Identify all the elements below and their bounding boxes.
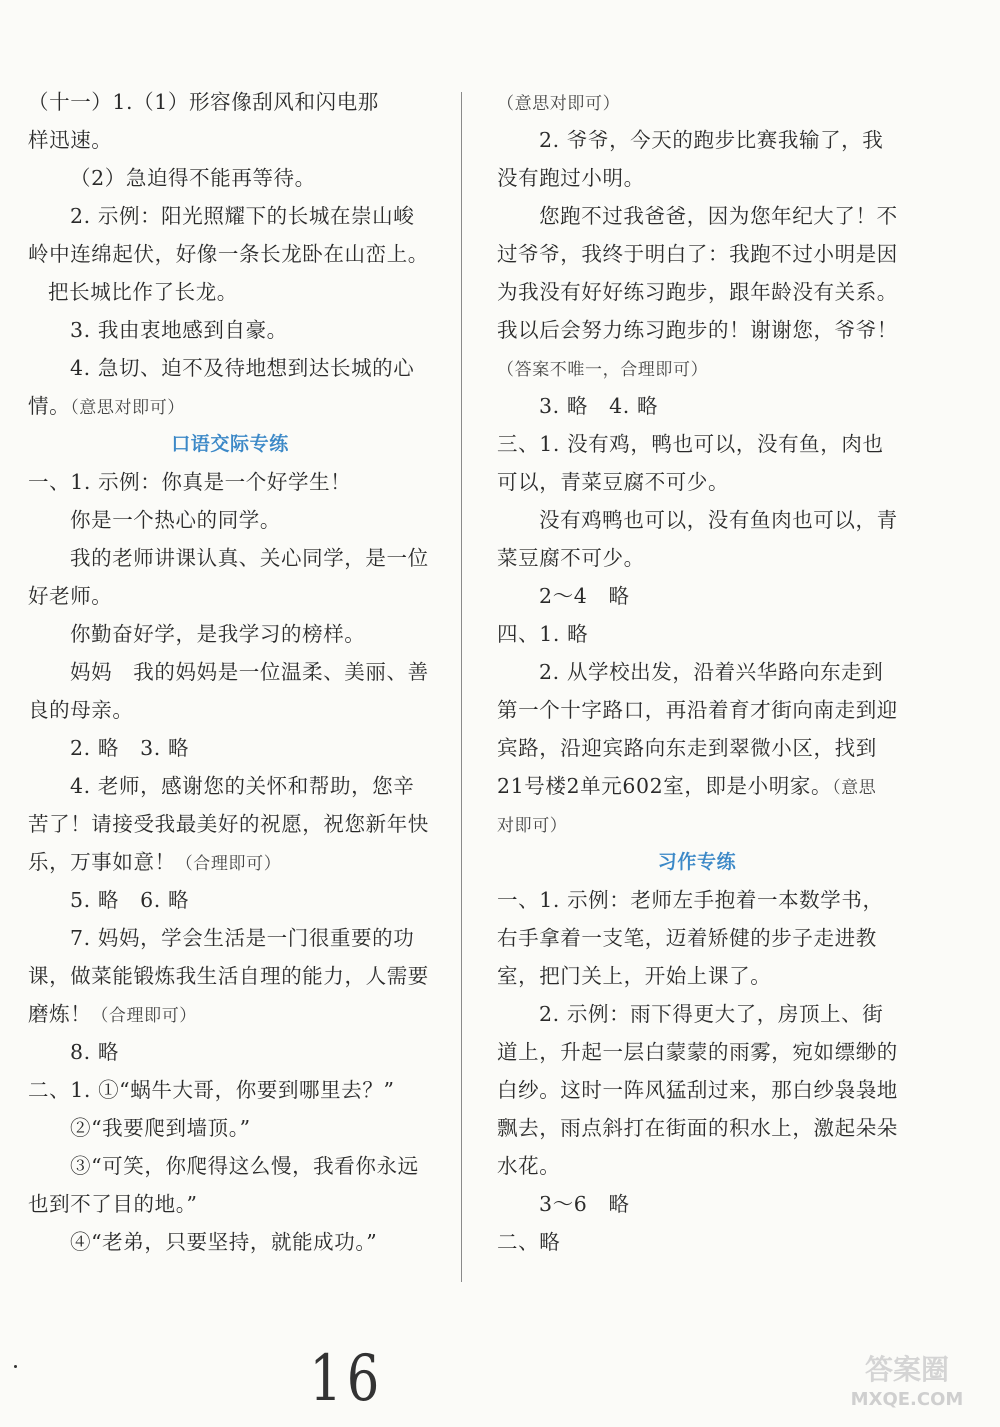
page-number: 16 (309, 1342, 385, 1416)
margin-dot (14, 1365, 17, 1368)
text-line (28, 729, 432, 767)
line-text: 乐，万事如意！ (28, 850, 176, 874)
text-line (28, 691, 432, 729)
line-text: 室，把门关上，开始上课了。 (497, 964, 772, 988)
line-text: 课，做菜能锻炼我生活自理的能力，人需要 (28, 964, 429, 988)
text-line (497, 425, 897, 463)
line-note: 对即可） (497, 816, 568, 836)
line-text: 宾路，沿迎宾路向东走到翠微小区，找到 (497, 736, 877, 760)
text-line (28, 311, 432, 349)
text-line (497, 805, 897, 843)
text-line (497, 691, 897, 729)
line-text: 也到不了目的地。” (28, 1192, 198, 1216)
text-line (28, 463, 432, 501)
text-line (497, 311, 897, 349)
line-text: ②“我要爬到墙顶。” (70, 1116, 251, 1140)
line-note: （合理即可） (91, 1006, 197, 1026)
line-text: 好老师。 (28, 584, 113, 608)
line-text: 妈妈 我的妈妈是一位温柔、美丽、善 (70, 660, 429, 684)
line-note: （意思 (832, 778, 877, 798)
text-line (28, 767, 432, 805)
text-line (497, 729, 897, 767)
text-line (497, 1033, 897, 1071)
text-line (28, 1071, 432, 1109)
line-text: 2. 爷爷，今天的跑步比赛我输了，我 (539, 128, 884, 152)
line-text: 我的老师讲课认真、关心同学，是一位 (70, 546, 429, 570)
text-line (28, 805, 432, 843)
line-text: 一、1. 示例：老师左手抱着一本数学书， (497, 888, 884, 912)
text-line (497, 615, 897, 653)
line-text: 良的母亲。 (28, 698, 134, 722)
line-text: 菜豆腐不可少。 (497, 546, 645, 570)
text-line (497, 919, 897, 957)
line-text: 21号楼2单元602室，即是小明家。 (497, 774, 833, 798)
text-line (28, 957, 432, 995)
text-line (28, 615, 432, 653)
watermark-title: 答案圈 (864, 1353, 950, 1386)
text-line (497, 881, 897, 919)
text-line (28, 387, 432, 425)
line-text: （2）急迫得不能再等待。 (70, 166, 316, 190)
line-text: 习作专练 (657, 851, 737, 873)
text-line (497, 539, 897, 577)
line-text: 2. 示例：阳光照耀下的长城在崇山峻 (70, 204, 415, 228)
watermark-logo (832, 1347, 982, 1413)
line-text: 可以，青菜豆腐不可少。 (497, 470, 730, 494)
text-line (28, 501, 432, 539)
text-line (28, 159, 432, 197)
line-text: 为我没有好好练习跑步，跟年龄没有关系。 (497, 280, 898, 304)
line-text: 四、1. 略 (497, 622, 589, 646)
line-text: 5. 略 6. 略 (70, 888, 190, 912)
line-text: 3～6 略 (539, 1192, 630, 1216)
text-line (497, 1109, 897, 1147)
line-text: 右手拿着一支笔，迈着矫健的步子走进教 (497, 926, 877, 950)
line-text: 8. 略 (70, 1040, 119, 1064)
line-text: 岭中连绵起伏，好像一条长龙卧在山峦上。 (28, 242, 429, 266)
text-line (497, 349, 897, 387)
line-text: 苦了！请接受我最美好的祝愿，祝您新年快 (28, 812, 429, 836)
line-text: 没有鸡鸭也可以，没有鱼肉也可以，青 (539, 508, 898, 532)
line-note: （意思对即可） (70, 398, 185, 418)
text-line (497, 197, 897, 235)
line-text: 飘去，雨点斜打在街面的积水上，激起朵朵 (497, 1116, 898, 1140)
line-text: ③“可笑，你爬得这么慢，我看你永远 (70, 1154, 419, 1178)
line-text: ④“老弟，只要坚持，就能成功。” (70, 1230, 378, 1254)
text-line (497, 1185, 897, 1223)
line-text: 你勤奋好学，是我学习的榜样。 (70, 622, 366, 646)
line-text: （十一）1.（1）形容像刮风和闪电那 (28, 90, 379, 114)
text-line (497, 501, 897, 539)
line-text: 2. 略 3. 略 (70, 736, 190, 760)
text-line (497, 1223, 897, 1261)
text-line (28, 1185, 432, 1223)
text-line (28, 83, 432, 121)
line-text: 磨炼！ (28, 1002, 92, 1026)
line-text: 4. 急切、迫不及待地想到达长城的心 (70, 356, 415, 380)
text-line (497, 463, 897, 501)
line-text: 道上，升起一层白蒙蒙的雨雾，宛如缥缈的 (497, 1040, 898, 1064)
line-text: 您跑不过我爸爸，因为您年纪大了！不 (539, 204, 898, 228)
text-line (497, 273, 897, 311)
text-line (497, 159, 897, 197)
watermark-site: MXQE.COM (850, 1389, 964, 1410)
text-line (497, 1071, 897, 1109)
text-line (28, 843, 432, 881)
line-text: 三、1. 没有鸡，鸭也可以，没有鱼，肉也 (497, 432, 884, 456)
line-note: （合理即可） (175, 854, 282, 874)
text-line (28, 1147, 432, 1185)
line-text: 样迅速。 (28, 128, 113, 152)
line-text: 白纱。这时一阵风猛刮过来，那白纱袅袅地 (497, 1078, 898, 1102)
text-line (497, 653, 897, 691)
text-line (28, 235, 432, 273)
text-line (497, 83, 897, 121)
line-text: 3. 我由衷地感到自豪。 (70, 318, 288, 342)
line-text: 2. 示例：雨下得更大了，房顶上、街 (539, 1002, 884, 1026)
line-text: 二、1. ①“蜗牛大哥，你要到哪里去？” (28, 1078, 395, 1102)
line-text: 第一个十字路口，再沿着育才街向南走到迎 (497, 698, 898, 722)
line-text: 没有跑过小明。 (497, 166, 645, 190)
text-line (28, 995, 432, 1033)
line-text: 你是一个热心的同学。 (70, 508, 281, 532)
line-text: 一、1. 示例：你真是一个好学生！ (28, 470, 352, 494)
line-note: （答案不唯一，合理即可） (497, 360, 709, 380)
text-line (28, 577, 432, 615)
text-line (28, 653, 432, 691)
left-column (28, 83, 432, 1261)
line-text: 过爷爷，我终于明白了：我跑不过小明是因 (497, 242, 898, 266)
right-column (497, 83, 897, 1261)
text-line (28, 539, 432, 577)
column-divider (461, 92, 462, 1282)
section-heading (28, 425, 432, 463)
text-line (28, 1033, 432, 1071)
line-text: 水花。 (497, 1154, 561, 1178)
text-line (28, 349, 432, 387)
line-text: 4. 老师，感谢您的关怀和帮助，您辛 (70, 774, 415, 798)
line-text: 把长城比作了长龙。 (48, 280, 238, 304)
text-line (497, 577, 897, 615)
text-line (28, 197, 432, 235)
text-line (28, 1109, 432, 1147)
line-text: 二、略 (497, 1230, 561, 1254)
text-line (497, 995, 897, 1033)
line-text: 2～4 略 (539, 584, 630, 608)
text-line (28, 121, 432, 159)
text-line (497, 235, 897, 273)
line-text: 3. 略 4. 略 (539, 394, 659, 418)
text-line (28, 919, 432, 957)
text-line (497, 767, 897, 805)
text-line (497, 121, 897, 159)
text-line (28, 1223, 432, 1261)
text-line (497, 387, 897, 425)
text-line (28, 881, 432, 919)
line-text: 口语交际专练 (171, 433, 289, 455)
line-text: 7. 妈妈，学会生活是一门很重要的功 (70, 926, 415, 950)
text-line (497, 957, 897, 995)
line-text: 我以后会努力练习跑步的！谢谢您，爷爷！ (497, 318, 898, 342)
line-note: （意思对即可） (497, 94, 621, 114)
section-heading (497, 843, 897, 881)
line-text: 2. 从学校出发，沿着兴华路向东走到 (539, 660, 884, 684)
line-text: 情。 (28, 394, 71, 418)
text-line (497, 1147, 897, 1185)
text-line (28, 273, 432, 311)
